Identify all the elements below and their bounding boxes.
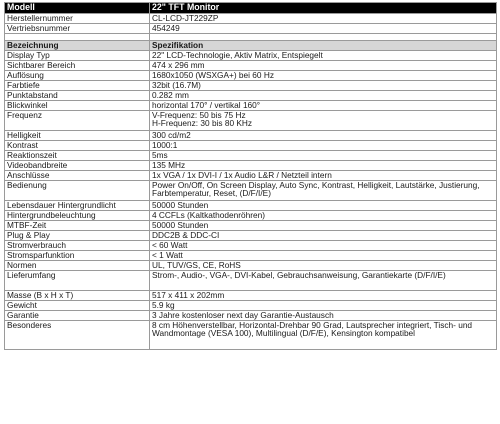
spec-label: Masse (B x H x T): [5, 291, 150, 301]
spec-label: Blickwinkel: [5, 101, 150, 111]
spec-value: 5ms: [150, 151, 497, 161]
spec-value: 8 cm Höhenverstellbar, Horizontal-Drehbar 90 Grad, Lautsprecher integriert, Tisch- und Wandmontage (VESA 100), Multilingual (D/F/E), Kensington kompatibel: [150, 321, 497, 350]
spec-label: Kontrast: [5, 141, 150, 151]
id-value: 454249: [150, 24, 497, 34]
spec-value: 135 MHz: [150, 161, 497, 171]
id-label: Vertriebsnummer: [5, 24, 150, 34]
spec-label: Garantie: [5, 311, 150, 321]
spec-label: Hintergrundbeleuchtung: [5, 211, 150, 221]
spec-label: Auflösung: [5, 71, 150, 81]
spec-row: [5, 231, 497, 241]
spec-label: Bedienung: [5, 181, 150, 201]
spec-value: 1000:1: [150, 141, 497, 151]
spec-row: [5, 261, 497, 271]
model-header-value: 22" TFT Monitor: [150, 3, 497, 14]
spec-value: 4 CCFLs (Kaltkathodenröhren): [150, 211, 497, 221]
spacer-cell: [5, 34, 150, 41]
spec-value: < 1 Watt: [150, 251, 497, 261]
spec-row: [5, 311, 497, 321]
spec-label: MTBF-Zeit: [5, 221, 150, 231]
spec-row: [5, 151, 497, 161]
spec-label: Farbtiefe: [5, 81, 150, 91]
spec-row: [5, 211, 497, 221]
spec-label: Lieferumfang: [5, 271, 150, 291]
spec-row: [5, 101, 497, 111]
spacer-row: [5, 34, 497, 41]
spec-value: V-Frequenz: 50 bis 75 Hz H-Frequenz: 30 bis 80 KHz: [150, 111, 497, 131]
spec-header-label: Bezeichnung: [5, 41, 150, 51]
spec-value: DDC2B & DDC-CI: [150, 231, 497, 241]
spec-row: [5, 141, 497, 151]
spec-value: horizontal 170° / vertikal 160°: [150, 101, 497, 111]
spec-row: [5, 51, 497, 61]
spec-table-body: [5, 3, 497, 350]
spec-label: Punktabstand: [5, 91, 150, 101]
id-label: Herstellernummer: [5, 14, 150, 24]
spec-value: 517 x 411 x 202mm: [150, 291, 497, 301]
spec-row: [5, 71, 497, 81]
spec-value: 32bit (16.7M): [150, 81, 497, 91]
spec-value: 474 x 296 mm: [150, 61, 497, 71]
spec-value: 300 cd/m2: [150, 131, 497, 141]
spec-row: [5, 161, 497, 171]
spec-value: UL, TUV/GS, CE, RoHS: [150, 261, 497, 271]
spec-row: [5, 251, 497, 261]
spec-row: [5, 301, 497, 311]
spec-row: [5, 291, 497, 301]
id-row: [5, 14, 497, 24]
spec-row: [5, 61, 497, 71]
spec-value: Power On/Off, On Screen Display, Auto Sync, Kontrast, Helligkeit, Lautstärke, Justierung, Farbtemperatur, Reset, (D/F/I/E): [150, 181, 497, 201]
spec-value: 0.282 mm: [150, 91, 497, 101]
spec-label: Helligkeit: [5, 131, 150, 141]
model-header-label: Modell: [5, 3, 150, 14]
spec-label: Sichtbarer Bereich: [5, 61, 150, 71]
spec-value: 1680x1050 (WSXGA+) bei 60 Hz: [150, 71, 497, 81]
spec-label: Stromverbrauch: [5, 241, 150, 251]
id-value: CL-LCD-JT229ZP: [150, 14, 497, 24]
spec-label: Frequenz: [5, 111, 150, 131]
id-row: [5, 24, 497, 34]
spec-label: Besonderes: [5, 321, 150, 350]
spec-value: 50000 Stunden: [150, 201, 497, 211]
spec-label: Normen: [5, 261, 150, 271]
spec-table: [4, 2, 497, 350]
spec-row: [5, 171, 497, 181]
spec-row: [5, 91, 497, 101]
spec-value: 3 Jahre kostenloser next day Garantie-Austausch: [150, 311, 497, 321]
spec-value: 22" LCD-Technologie, Aktiv Matrix, Entspiegelt: [150, 51, 497, 61]
spec-value: Strom-, Audio-, VGA-, DVI-Kabel, Gebrauchsanweisung, Garantiekarte (D/F/I/E): [150, 271, 497, 291]
spec-label: Plug & Play: [5, 231, 150, 241]
spec-label: Anschlüsse: [5, 171, 150, 181]
spec-row: [5, 241, 497, 251]
spec-label: Reaktionszeit: [5, 151, 150, 161]
spec-header-value: Spezifikation: [150, 41, 497, 51]
spec-row: [5, 111, 497, 131]
spec-label: Lebensdauer Hintergrundlicht: [5, 201, 150, 211]
spec-label: Display Typ: [5, 51, 150, 61]
spacer-cell: [150, 34, 497, 41]
spec-row: [5, 81, 497, 91]
spec-row: [5, 181, 497, 201]
spec-row: [5, 131, 497, 141]
spec-value: 50000 Stunden: [150, 221, 497, 231]
spec-value: 1x VGA / 1x DVI-I / 1x Audio L&R / Netzteil intern: [150, 171, 497, 181]
spec-label: Gewicht: [5, 301, 150, 311]
spec-value: 5.9 kg: [150, 301, 497, 311]
spec-row: [5, 201, 497, 211]
spec-label: Stromsparfunktion: [5, 251, 150, 261]
spec-label: Videobandbreite: [5, 161, 150, 171]
spec-row: [5, 321, 497, 350]
spec-row: [5, 221, 497, 231]
spec-value: < 60 Watt: [150, 241, 497, 251]
spec-sheet: [4, 2, 496, 350]
spec-header-row: [5, 41, 497, 51]
model-header-row: [5, 3, 497, 14]
spec-row: [5, 271, 497, 291]
